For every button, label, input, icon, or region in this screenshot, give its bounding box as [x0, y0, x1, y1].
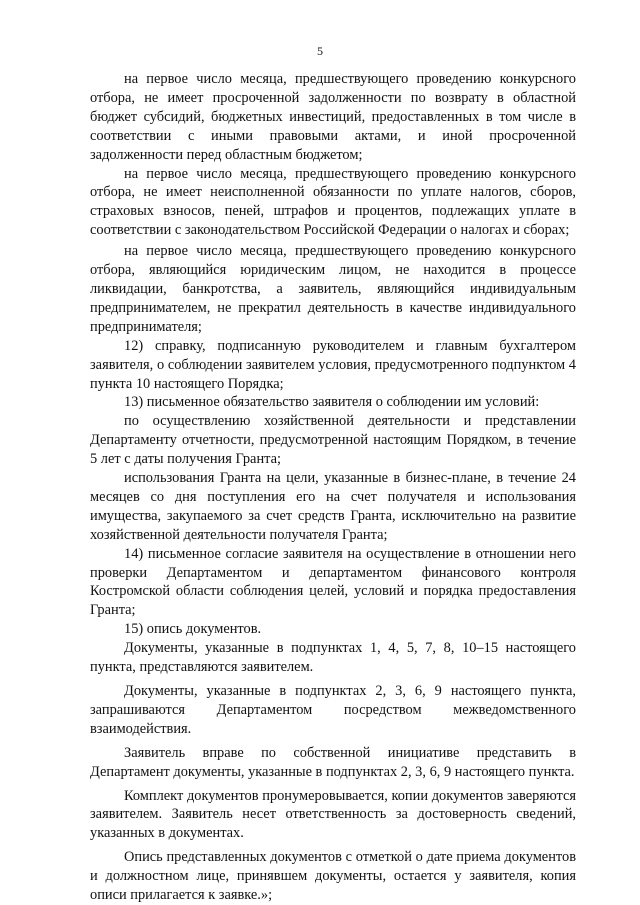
paragraph-not-in-liquidation: на первое число месяца, предшествующего проведению конкурсного отбора, являющийся юридическим лицом, не находится в процессе ликвидации, банкротства, а заявитель, являющийся индивидуальным предпринимателем, не прекратил деятельность в качестве индивидуального предпринимателя; [90, 243, 576, 335]
paragraph-item-12: 12) справку, подписанную руководителем и главным бухгалтером заявителя, о соблюдении заявителем условия, предусмотренного подпунктом 4 пункта 10 настоящего Порядка; [90, 337, 576, 392]
paragraph-inventory: Опись представленных документов с отметкой о дате приема документов и должностном лице, принявшем документы, остается у заявителя, копия описи прилагается к заявке.»; [90, 849, 576, 904]
paragraph-no-tax-obligations: на первое число месяца, предшествующего проведению конкурсного отбора, не имеет неисполненной обязанности по уплате налогов, сборов, страховых взносов, пеней, штрафов и процентов, подлежащих уплате в соответствии с законодательством Российской Федерации о налогах и сборах; [90, 165, 576, 239]
paragraph-item-13-activity: по осуществлению хозяйственной деятельности и представлении Департаменту отчетности, предусмотренной настоящим Порядком, в течение 5 лет с даты получения Гранта; [90, 413, 576, 468]
paragraph-document-set: Комплект документов пронумеровывается, копии документов заверяются заявителем. Заявитель несет ответственность за достоверность сведений, указанных в документах. [90, 787, 576, 842]
paragraph-item-14: 14) письменное согласие заявителя на осуществление в отношении него проверки Департаментом и департаментом финансового контроля Костромской области соблюдения целей, условий и порядка предоставления Гранта; [90, 545, 576, 619]
paragraph-item-13: 13) письменное обязательство заявителя о соблюдении им условий: [124, 394, 540, 411]
page-number: 5 [317, 44, 323, 58]
document-body [90, 70, 576, 905]
paragraph-item-13-grant-use: использования Гранта на цели, указанные в бизнес-плане, в течение 24 месяцев со дня поступления его на счет получателя и использования имущества, закупаемого за счет средств Гранта, исключительно на развитие хозяйственной деятельности получателя Гранта; [90, 470, 576, 543]
paragraph-documents-requested: Документы, указанные в подпунктах 2, 3, 6, 9 настоящего пункта, запрашиваются Департаментом посредством межведомственного взаимодействия. [90, 683, 576, 737]
paragraph-item-15: 15) опись документов. [124, 621, 262, 638]
paragraph-own-initiative: Заявитель вправе по собственной инициативе представить в Департамент документы, указанные в подпунктах 2, 3, 6, 9 настоящего пункта. [90, 744, 576, 780]
paragraph-no-overdue-debt: на первое число месяца, предшествующего проведению конкурсного отбора, не имеет просроченной задолженности по возврату в областной бюджет субсидий, бюджетных инвестиций, предоставленных в том числе в соответствии с иными правовыми актами, и иной просроченной задолженности перед областным бюджетом; [90, 71, 576, 163]
paragraph-documents-by-applicant: Документы, указанные в подпунктах 1, 4, 5, 7, 8, 10–15 настоящего пункта, представляются заявителем. [90, 640, 576, 676]
